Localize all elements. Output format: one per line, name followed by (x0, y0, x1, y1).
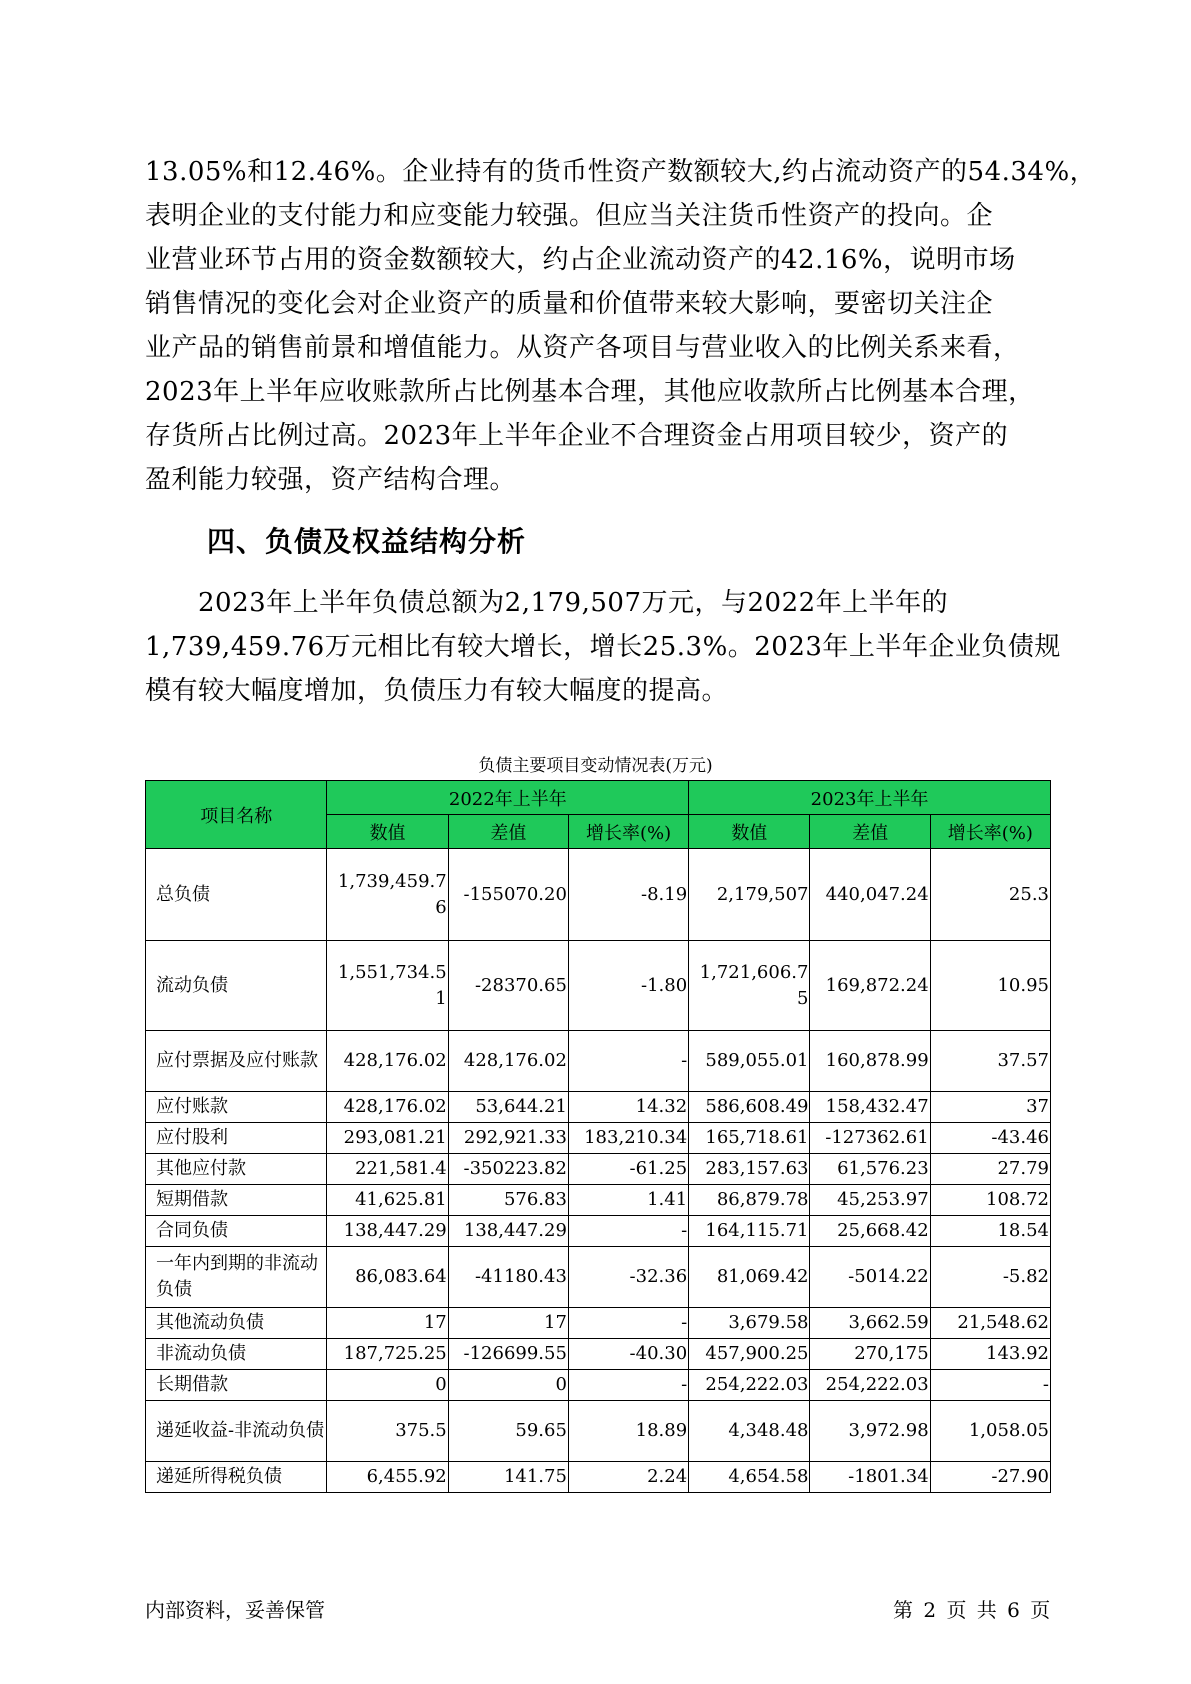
row-value-cell: 428,176.02 (448, 1031, 568, 1092)
row-value-cell: 138,447.29 (448, 1216, 568, 1247)
table-row (146, 941, 1051, 1031)
row-value-cell: 17 (327, 1308, 448, 1339)
row-item-name: 合同负债 (146, 1216, 327, 1247)
row-value-cell: 375.5 (327, 1401, 448, 1462)
table-row (146, 1462, 1051, 1493)
paragraph-line: 业营业环节占用的资金数额较大，约占企业流动资产的42.16%，说明市场 (145, 245, 1016, 275)
row-value-cell: -32.36 (568, 1247, 688, 1308)
row-value-cell: 2,179,507 (689, 849, 810, 941)
row-value-cell: 27.79 (930, 1154, 1050, 1185)
paragraph-line: 模有较大幅度增加，负债压力有较大幅度的提高。 (145, 676, 729, 706)
row-value-cell: 589,055.01 (689, 1031, 810, 1092)
row-value-cell: 10.95 (930, 941, 1050, 1031)
table-row (146, 1216, 1051, 1247)
row-value-cell: 270,175 (810, 1339, 930, 1370)
row-value-cell: -43.46 (930, 1123, 1050, 1154)
row-value-cell: 37 (930, 1092, 1050, 1123)
row-value-cell: 37.57 (930, 1031, 1050, 1092)
paragraph-asset-analysis (145, 150, 1097, 502)
row-item-name: 其他流动负债 (146, 1308, 327, 1339)
row-value-cell: - (568, 1308, 688, 1339)
table-row (146, 1092, 1051, 1123)
row-value-cell: -5.82 (930, 1247, 1050, 1308)
row-value-cell: -40.30 (568, 1339, 688, 1370)
footer-confidential-note: 内部资料，妥善保管 (145, 1598, 325, 1622)
row-value-cell: 0 (327, 1370, 448, 1401)
row-value-cell: -8.19 (568, 849, 688, 941)
table-row (146, 1401, 1051, 1462)
row-item-name: 其他应付款 (146, 1154, 327, 1185)
row-value-cell: 143.92 (930, 1339, 1050, 1370)
row-value-cell: 21,548.62 (930, 1308, 1050, 1339)
row-value-cell: 3,662.59 (810, 1308, 930, 1339)
paragraph-line: 存货所占比例过高。2023年上半年企业不合理资金占用项目较少，资产的 (145, 421, 1009, 451)
row-value-cell: 440,047.24 (810, 849, 930, 941)
row-value-cell: -155070.20 (448, 849, 568, 941)
row-value-cell: 4,348.48 (689, 1401, 810, 1462)
paragraph-line: 表明企业的支付能力和应变能力较强。但应当关注货币性资产的投向。企 (145, 201, 994, 231)
row-item-name: 一年内到期的非流动负债 (146, 1247, 327, 1308)
table-row (146, 1123, 1051, 1154)
paragraph-line: 盈利能力较强，资产结构合理。 (145, 465, 517, 495)
row-value-cell: 1,058.05 (930, 1401, 1050, 1462)
row-value-cell: 428,176.02 (327, 1031, 448, 1092)
row-value-cell: 1,551,734.51 (327, 941, 448, 1031)
table-row (146, 1308, 1051, 1339)
row-value-cell: -1.80 (568, 941, 688, 1031)
row-value-cell: 254,222.03 (689, 1370, 810, 1401)
row-value-cell: 61,576.23 (810, 1154, 930, 1185)
row-value-cell: -5014.22 (810, 1247, 930, 1308)
row-value-cell: 18.89 (568, 1401, 688, 1462)
row-value-cell: 457,900.25 (689, 1339, 810, 1370)
subheader-difference: 差值 (810, 815, 930, 849)
row-value-cell: 1.41 (568, 1185, 688, 1216)
row-value-cell: 283,157.63 (689, 1154, 810, 1185)
row-item-name: 应付账款 (146, 1092, 327, 1123)
row-value-cell: 14.32 (568, 1092, 688, 1123)
row-value-cell: 138,447.29 (327, 1216, 448, 1247)
row-value-cell: 586,608.49 (689, 1092, 810, 1123)
row-value-cell: 1,721,606.75 (689, 941, 810, 1031)
row-value-cell: - (930, 1370, 1050, 1401)
subheader-difference: 差值 (448, 815, 568, 849)
row-value-cell: 160,878.99 (810, 1031, 930, 1092)
row-value-cell: 187,725.25 (327, 1339, 448, 1370)
row-value-cell: 86,879.78 (689, 1185, 810, 1216)
row-value-cell: 25,668.42 (810, 1216, 930, 1247)
row-value-cell: -1801.34 (810, 1462, 930, 1493)
row-value-cell: -27.90 (930, 1462, 1050, 1493)
row-value-cell: 4,654.58 (689, 1462, 810, 1493)
table-row (146, 1154, 1051, 1185)
row-value-cell: - (568, 1031, 688, 1092)
table-row (146, 1370, 1051, 1401)
paragraph-liability-summary (145, 581, 1061, 713)
row-value-cell: -28370.65 (448, 941, 568, 1031)
row-value-cell: 108.72 (930, 1185, 1050, 1216)
table-row (146, 1031, 1051, 1092)
row-value-cell: 164,115.71 (689, 1216, 810, 1247)
row-value-cell: 183,210.34 (568, 1123, 688, 1154)
paragraph-line: 销售情况的变化会对企业资产的质量和价值带来较大影响，要密切关注企 (145, 289, 994, 319)
header-item-name: 项目名称 (146, 781, 327, 849)
subheader-value: 数值 (689, 815, 810, 849)
row-value-cell: 293,081.21 (327, 1123, 448, 1154)
row-item-name: 流动负债 (146, 941, 327, 1031)
row-value-cell: 169,872.24 (810, 941, 930, 1031)
row-item-name: 非流动负债 (146, 1339, 327, 1370)
row-value-cell: 221,581.4 (327, 1154, 448, 1185)
row-item-name: 总负债 (146, 849, 327, 941)
row-value-cell: 18.54 (930, 1216, 1050, 1247)
row-item-name: 递延所得税负债 (146, 1462, 327, 1493)
row-value-cell: -350223.82 (448, 1154, 568, 1185)
row-value-cell: 86,083.64 (327, 1247, 448, 1308)
row-value-cell: 292,921.33 (448, 1123, 568, 1154)
row-item-name: 短期借款 (146, 1185, 327, 1216)
liability-table (145, 780, 1051, 1493)
row-value-cell: 141.75 (448, 1462, 568, 1493)
header-period-2022: 2022年上半年 (327, 781, 689, 815)
subheader-value: 数值 (327, 815, 448, 849)
row-value-cell: -41180.43 (448, 1247, 568, 1308)
section-heading: 四、负债及权益结构分析 (207, 525, 527, 558)
table-row (146, 1247, 1051, 1308)
table-row (146, 849, 1051, 941)
paragraph-line: 13.05%和12.46%。企业持有的货币性资产数额较大,约占流动资产的54.34%， (145, 157, 1097, 187)
row-value-cell: 1,739,459.76 (327, 849, 448, 941)
row-value-cell: 254,222.03 (810, 1370, 930, 1401)
table-caption: 负债主要项目变动情况表(万元) (478, 756, 713, 776)
row-value-cell: - (568, 1370, 688, 1401)
row-value-cell: 2.24 (568, 1462, 688, 1493)
row-value-cell: 81,069.42 (689, 1247, 810, 1308)
table-header-row (146, 781, 1051, 815)
row-item-name: 应付股利 (146, 1123, 327, 1154)
row-item-name: 长期借款 (146, 1370, 327, 1401)
subheader-growth-rate: 增长率(%) (568, 815, 688, 849)
table-row (146, 1185, 1051, 1216)
row-value-cell: -61.25 (568, 1154, 688, 1185)
row-value-cell: 165,718.61 (689, 1123, 810, 1154)
row-value-cell: 0 (448, 1370, 568, 1401)
row-value-cell: 41,625.81 (327, 1185, 448, 1216)
paragraph-line: 1,739,459.76万元相比有较大增长，增长25.3%。2023年上半年企业负债规 (145, 632, 1061, 662)
footer-page-number: 第 2 页 共 6 页 (893, 1598, 1051, 1622)
paragraph-line: 2023年上半年应收账款所占比例基本合理，其他应收款所占比例基本合理， (145, 377, 1035, 407)
row-value-cell: 3,679.58 (689, 1308, 810, 1339)
row-value-cell: 6,455.92 (327, 1462, 448, 1493)
paragraph-line: 2023年上半年负债总额为2,179,507万元，与2022年上半年的 (145, 588, 949, 618)
row-item-name: 应付票据及应付账款 (146, 1031, 327, 1092)
row-value-cell: 53,644.21 (448, 1092, 568, 1123)
row-value-cell: 17 (448, 1308, 568, 1339)
table-row (146, 1339, 1051, 1370)
subheader-growth-rate: 增长率(%) (930, 815, 1050, 849)
row-value-cell: 576.83 (448, 1185, 568, 1216)
row-value-cell: 45,253.97 (810, 1185, 930, 1216)
row-value-cell: 3,972.98 (810, 1401, 930, 1462)
row-value-cell: - (568, 1216, 688, 1247)
row-value-cell: 158,432.47 (810, 1092, 930, 1123)
row-value-cell: -127362.61 (810, 1123, 930, 1154)
row-value-cell: 25.3 (930, 849, 1050, 941)
row-value-cell: -126699.55 (448, 1339, 568, 1370)
row-value-cell: 428,176.02 (327, 1092, 448, 1123)
header-period-2023: 2023年上半年 (689, 781, 1051, 815)
row-item-name: 递延收益-非流动负债 (146, 1401, 327, 1462)
paragraph-line: 业产品的销售前景和增值能力。从资产各项目与营业收入的比例关系来看， (145, 333, 1020, 363)
row-value-cell: 59.65 (448, 1401, 568, 1462)
